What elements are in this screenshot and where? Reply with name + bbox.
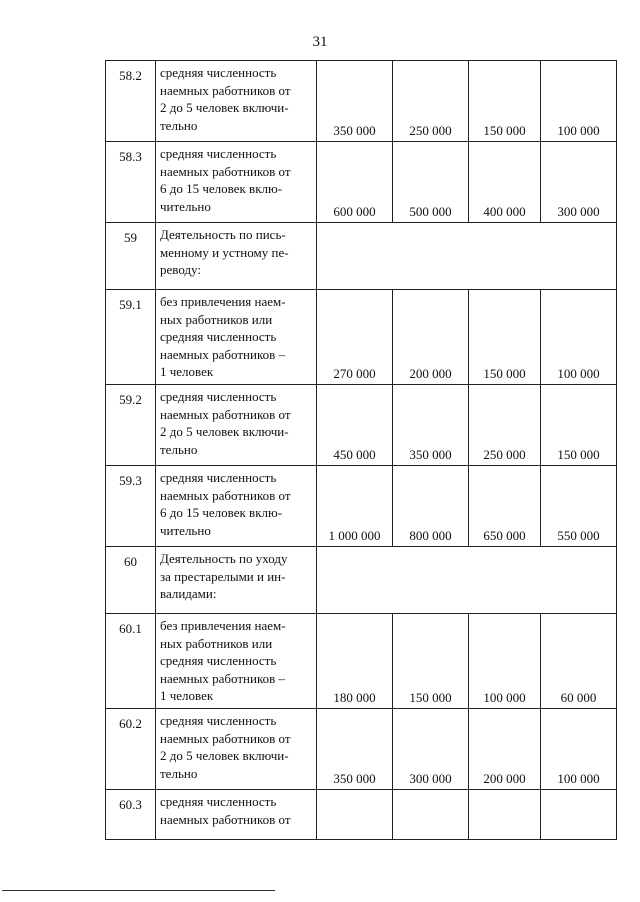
tax-table [105, 60, 617, 840]
row-number-cell: 60 [106, 547, 156, 614]
row-description-cell: средняя численность наемных работников от 2 до 5 человек включи- тельно [156, 61, 317, 142]
value-cell: 150 000 [469, 61, 541, 142]
row-description-cell: средняя численность наемных работников от 6 до 15 человек вклю- чительно [156, 466, 317, 547]
footnote-separator [2, 890, 275, 891]
row-number-cell: 60.2 [106, 709, 156, 790]
row-number-cell: 59.1 [106, 290, 156, 385]
row-description-cell: средняя численность наемных работников от 6 до 15 человек вклю- чительно [156, 142, 317, 223]
value-cell: 100 000 [541, 290, 617, 385]
row-description-cell: без привлечения наем- ных работников или средняя численность наемных работников – 1 человек [156, 290, 317, 385]
value-cell: 350 000 [393, 385, 469, 466]
value-cell: 60 000 [541, 614, 617, 709]
value-cell: 270 000 [317, 290, 393, 385]
row-number-cell: 59.2 [106, 385, 156, 466]
row-number-cell: 60.1 [106, 614, 156, 709]
row-number-cell: 58.3 [106, 142, 156, 223]
row-number-cell: 59 [106, 223, 156, 290]
value-cell: 150 000 [469, 290, 541, 385]
page-number: 31 [312, 34, 328, 50]
table-row [106, 790, 617, 840]
merged-empty-cell [317, 223, 617, 290]
value-cell: 200 000 [393, 290, 469, 385]
table-row [106, 385, 617, 466]
row-number-cell: 59.3 [106, 466, 156, 547]
value-cell: 150 000 [541, 385, 617, 466]
table-row [106, 61, 617, 142]
value-cell: 100 000 [541, 709, 617, 790]
value-cell: 250 000 [393, 61, 469, 142]
table-row [106, 709, 617, 790]
row-description-cell: средняя численность наемных работников от 2 до 5 человек включи- тельно [156, 385, 317, 466]
value-cell [541, 790, 617, 840]
value-cell: 300 000 [393, 709, 469, 790]
value-cell [317, 790, 393, 840]
row-description-cell: Деятельность по уходу за престарелыми и ин- валидами: [156, 547, 317, 614]
value-cell: 250 000 [469, 385, 541, 466]
table-row [106, 223, 617, 290]
value-cell: 180 000 [317, 614, 393, 709]
value-cell: 350 000 [317, 61, 393, 142]
row-number-cell: 58.2 [106, 61, 156, 142]
value-cell: 1 000 000 [317, 466, 393, 547]
value-cell: 600 000 [317, 142, 393, 223]
table-row [106, 547, 617, 614]
value-cell: 550 000 [541, 466, 617, 547]
value-cell: 300 000 [541, 142, 617, 223]
row-description-cell: без привлечения наем- ных работников или средняя численность наемных работников – 1 человек [156, 614, 317, 709]
row-description-cell: средняя численность наемных работников от [156, 790, 317, 840]
value-cell: 400 000 [469, 142, 541, 223]
table-row [106, 466, 617, 547]
table-row [106, 290, 617, 385]
merged-empty-cell [317, 547, 617, 614]
value-cell: 350 000 [317, 709, 393, 790]
value-cell: 500 000 [393, 142, 469, 223]
row-number-cell: 60.3 [106, 790, 156, 840]
value-cell: 150 000 [393, 614, 469, 709]
table-row [106, 142, 617, 223]
row-description-cell: средняя численность наемных работников от 2 до 5 человек включи- тельно [156, 709, 317, 790]
value-cell [469, 790, 541, 840]
value-cell: 100 000 [541, 61, 617, 142]
value-cell: 650 000 [469, 466, 541, 547]
value-cell: 450 000 [317, 385, 393, 466]
value-cell: 800 000 [393, 466, 469, 547]
table-row [106, 614, 617, 709]
value-cell [393, 790, 469, 840]
value-cell: 200 000 [469, 709, 541, 790]
value-cell: 100 000 [469, 614, 541, 709]
row-description-cell: Деятельность по пись- менному и устному пе- реводу: [156, 223, 317, 290]
